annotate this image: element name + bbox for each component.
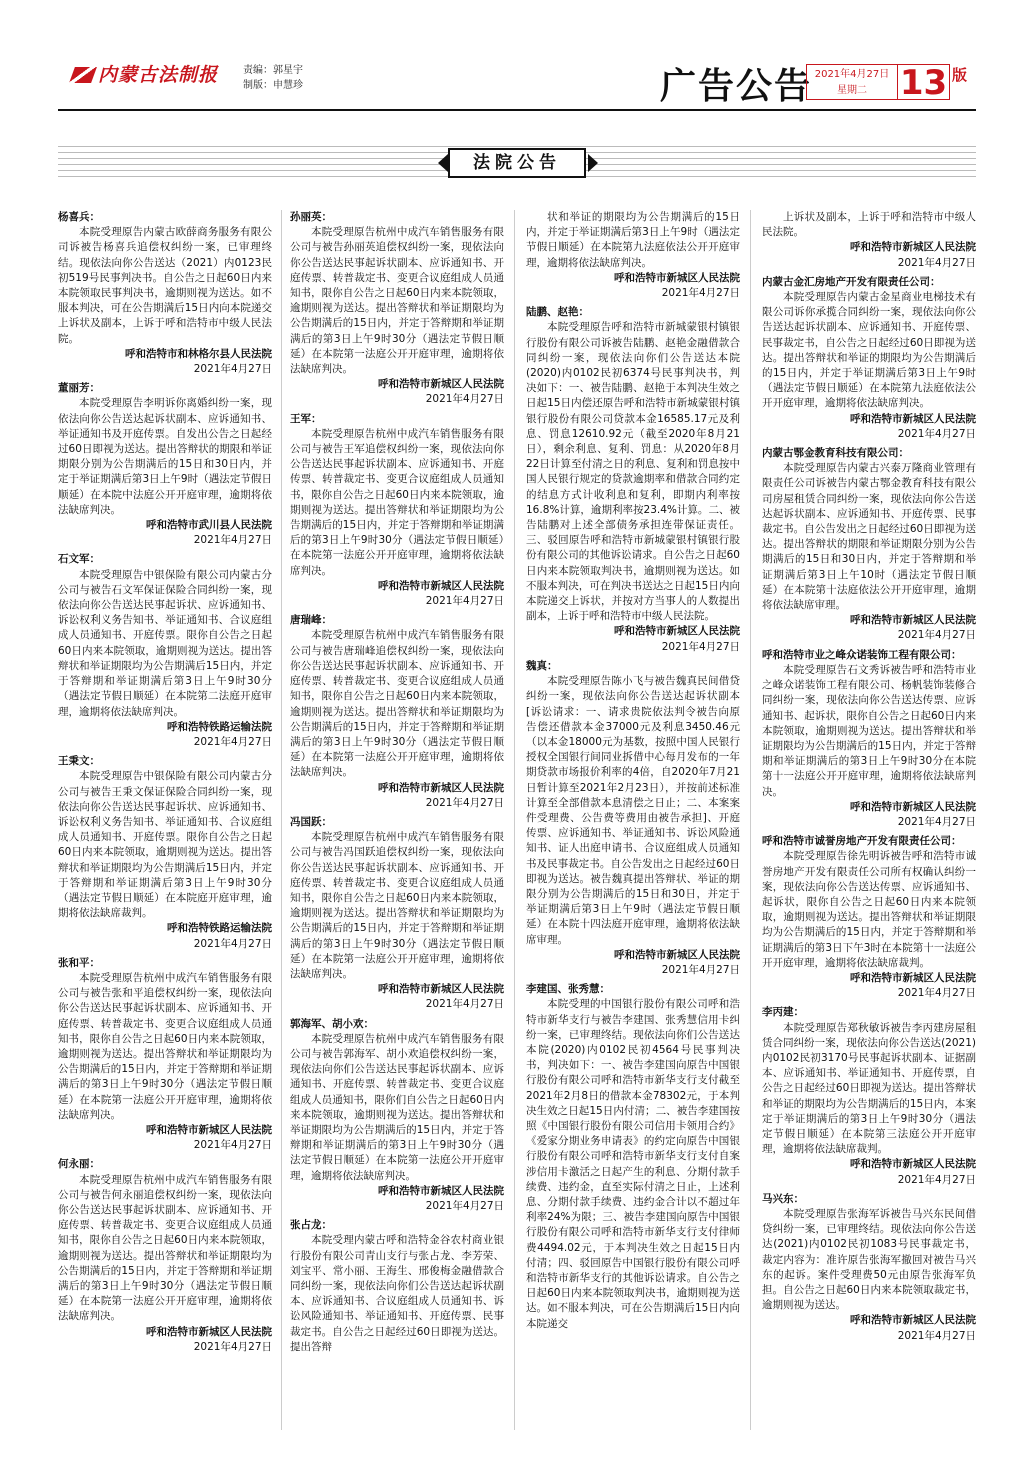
page-number: 13 bbox=[898, 64, 950, 100]
page-suffix: 版 bbox=[952, 66, 968, 84]
court-notice bbox=[290, 210, 504, 408]
notice-body: 本院受理原告郑秋敏诉被告李丙建房屋租赁合同纠纷一案，现依法向你公告送达(2021)内0102民初3170号民事起诉状副本、证据副本、应诉通知书、举证通知书、开庭传票，自公告之日起经过60日即视为送达。提出答辩状和举证的期限均为公告期满后的15日内，本案定于举证期满后的第3日上午9时30分（遇法定节假日顺延）在本院第三法庭公开开庭审理，逾期将依法缺席裁判。 bbox=[762, 1021, 976, 1156]
notice-body: 本院受理原告杭州中成汽车销售服务有限公司与被告张和平追偿权纠纷一案，现依法向你公告送达民事起诉状副本、应诉通知书、开庭传票、转普裁定书、变更合议庭组成人员通知书，限你自公告之日起60日内来本院领取，逾期则视为送达。提出答辩状和举证期限均为公告期满后的15日内，并定于答辩期和举证期满后的第3日上午9时30分（遇法定节假日顺延）在本院第一法庭公开开庭审理，逾期将依法缺席判决。 bbox=[58, 971, 272, 1121]
notice-recipient: 呼和浩特市业之峰众诺装饰工程有限公司： bbox=[762, 648, 962, 661]
notice-body: 本院受理原告呼和浩特市新城蒙银村镇银行股份有限公司诉被告陆鹏、赵艳金融借款合同纠纷一案，现依法向你们公告送达本院(2020)内0102民初6374号民事判决书，判决如下：一、被告陆鹏、赵艳于本判决生效之日起15日内偿还原告呼和浩特市新城蒙银村镇银行股份有限公司贷款本金16585.17元及利息、罚息12610.92元（截至2020年8月21日），剩余利息、复利、罚息：从2020年8月22日计算至付清之日的利息、复利和罚息按中国人民银行规定的贷款逾期率和借款合同约定的结息方式计收利息和复利，即期内利率按16.8%计算，逾期利率按23.4%计算。二、被告陆鹏对上述全部债务承担连带保证责任。三、驳回原告呼和浩特市新城蒙银村镇银行股份有限公司的其他诉讼请求。自公告之日起60日内来本院领取判决书，逾期则视为送达。如不服本判决，可在判决书送达之日起15日内向本院递交上诉状，并按对方当事人的人数提出副本，上诉于呼和浩特市中级人民法院。 bbox=[526, 321, 740, 623]
court-notice bbox=[526, 305, 740, 655]
notice-court: 呼和浩特市新城区人民法院 bbox=[850, 614, 976, 627]
editor-credits bbox=[243, 63, 303, 93]
notice-court: 呼和浩特市新城区人民法院 bbox=[850, 241, 976, 254]
notice-court: 呼和浩特市新城区人民法院 bbox=[378, 1184, 504, 1197]
notice-body: 本院受理原告杭州中成汽车销售服务有限公司与被告郭海军、胡小欢追偿权纠纷一案，现依法向你们公告送达民事起诉状副本、应诉通知书、开庭传票、转普裁定书、变更合议庭组成人员通知书，限你们自公告之日起60日内来本院领取，逾期则视为送达。提出答辩状和举证期限均为公告期满后的15日内，并定于答辩期和举证期满后的第3日上午9时30分（遇法定节假日顺延）在本院第一法庭公开开庭审理，逾期将依法缺席判决。 bbox=[290, 1032, 504, 1182]
notice-recipient: 王秉文： bbox=[58, 755, 100, 768]
notice-body: 本院受理内蒙古呼和浩特金谷农村商业银行股份有限公司青山支行与张占龙、李芳荣、刘宝平、常小丽、王海生、邢俊梅金融借款合同纠纷一案，现依法向你们公告送达起诉状副本、应诉通知书、合议庭组成人员通知书、诉讼风险通知书、举证通知书、开庭传票、民事裁定书。自公告之日起经过60日即视为送达。提出答辩 bbox=[290, 1234, 504, 1353]
notice-court: 呼和浩特市新城区人民法院 bbox=[614, 948, 740, 961]
court-notice bbox=[58, 956, 272, 1154]
notice-recipient: 石文军： bbox=[58, 553, 100, 566]
notice-body: 本院受理原告杭州中成汽车销售服务有限公司与被告王军追偿权纠纷一案，现依法向你公告送达民事起诉状副本、应诉通知书、开庭传票、转普裁定书、变更合议庭组成人员通知书，限你自公告之日起60日内来本院领取，逾期则视为送达。提出答辩状和举证期限均为公告期满后的15日内，并定于答辩期和举证期满后的第3日上午9时30分（遇法定节假日顺延）在本院第一法庭公开开庭审理，逾期将依法缺席判决。 bbox=[290, 427, 504, 577]
notice-recipient: 陆鹏、赵艳： bbox=[526, 306, 589, 319]
notice-recipient: 冯国跃： bbox=[290, 815, 332, 828]
notice-recipient: 张占龙： bbox=[290, 1219, 332, 1232]
notice-court: 呼和浩特市新城区人民法院 bbox=[850, 800, 976, 813]
banner-title: 法院公告 bbox=[448, 148, 586, 178]
column-divider bbox=[514, 210, 515, 1430]
notice-body: 本院受理原告杭州中成汽车销售服务有限公司与被告孙丽英追偿权纠纷一案，现依法向你公告送达民事起诉状副本、应诉通知书、开庭传票、转普裁定书、变更合议庭组成人员通知书，限你自公告之日起60日内来本院领取，逾期则视为送达。提出答辩状和举证期限均为公告期满后的15日内，并定于答辩期和举证期满后的第3日上午9时30分（遇法定节假日顺延）在本院第一法庭公开开庭审理，逾期将依法缺席判决。 bbox=[290, 226, 504, 376]
court-notice bbox=[526, 982, 740, 1332]
notice-recipient: 杨喜兵： bbox=[58, 211, 100, 223]
notice-date: 2021年4月27日 bbox=[661, 640, 740, 653]
notice-court: 呼和浩特市新城区人民法院 bbox=[146, 1123, 272, 1136]
notice-recipient: 董丽芳： bbox=[58, 382, 100, 395]
notice-body: 上诉状及副本，上诉于呼和浩特市中级人民法院。 bbox=[762, 211, 976, 239]
notice-date: 2021年4月27日 bbox=[425, 393, 504, 406]
notice-recipient: 马兴东： bbox=[762, 1192, 804, 1205]
notice-date: 2021年4月27日 bbox=[425, 796, 504, 809]
notice-recipient: 郭海军、胡小欢： bbox=[290, 1017, 374, 1030]
notice-recipient: 魏真： bbox=[526, 659, 558, 672]
notice-recipient: 孙丽英： bbox=[290, 211, 332, 223]
notice-body: 状和举证的期限均为公告期满后的15日内，并定于举证期满后第3日上午9时（遇法定节假日顺延）在本院第九法庭依法公开开庭审理，逾期将依法缺席判决。 bbox=[526, 211, 740, 269]
notice-body: 本院受理原告李明诉你离婚纠纷一案，现依法向你公告送达起诉状副本、应诉通知书、举证通知书及开庭传票。自发出公告之日起经过60日即视为送达。提出答辩状的期限和举证期限分别为公告期满后的15日和30日内，并定于举证期满后第3日上午9时（遇法定节假日顺延）在本院中法庭公开开庭审理，逾期将依法缺席判决。 bbox=[58, 397, 272, 516]
court-notice bbox=[290, 412, 504, 610]
notice-body: 本院受理原告石文秀诉被告呼和浩特市业之峰众诺装饰工程有限公司、杨帆装饰装修合同纠纷一案，现依法向你公告送达传票、应诉通知书、起诉状，限你自公告之日起60日内来本院领取，逾期则视为送达。提出答辩状和举证期限均为公告期满后的15日内，并定于答辩期和举证期满后的第3日上午9时30分在本院第十一法庭公开开庭审理，逾期将依法缺席判决。 bbox=[762, 663, 976, 798]
notice-court: 呼和浩特市新城区人民法院 bbox=[850, 1314, 976, 1327]
producer-line: 制版：申慧珍 bbox=[243, 80, 303, 91]
header-rule bbox=[58, 109, 976, 111]
column-divider bbox=[281, 210, 282, 1430]
court-notice bbox=[762, 275, 976, 442]
notice-date: 2021年4月27日 bbox=[425, 595, 504, 608]
notice-court: 呼和浩特铁路运输法院 bbox=[167, 720, 272, 733]
banner-line bbox=[58, 146, 976, 147]
notice-body: 本院受理原告内蒙古欧薛商务服务有限公司诉被告杨喜兵追偿权纠纷一案，已审理终结。现依法向你公告送达（2021）内0123民初519号民事判决书。自公告之日起60日内来本院领取民事判决书，逾期则视为送达。如不服本判决，可在公告期满后15日内向本院递交上诉状及副本，上诉于呼和浩特市中级人民法院。 bbox=[58, 226, 272, 345]
notice-body: 本院受理原告徐先明诉被告呼和浩特市诚誉房地产开发有限责任公司所有权确认纠纷一案，现依法向你公告送达传票、应诉通知书、起诉状，限你自公告之日起60日内来本院领取，逾期则视为送达。提出答辩状和举证期限均为公告期满后的15日内，并定于答辩期和举证期满后的第3日下午3时在本院第十一法庭公开开庭审理，逾期将依法缺席裁判。 bbox=[762, 850, 976, 969]
court-notice bbox=[58, 754, 272, 952]
court-notice bbox=[290, 1218, 504, 1355]
column-2 bbox=[290, 210, 504, 1359]
court-notice bbox=[58, 552, 272, 750]
notice-court: 呼和浩特市新城区人民法院 bbox=[614, 271, 740, 284]
column-divider bbox=[750, 210, 751, 1430]
notice-body: 本院受理原告内蒙古金星商业电梯技术有限公司诉你承揽合同纠纷一案，现依法向你公告送达起诉状副本、应诉通知书、开庭传票、民事裁定书，自公告之日起经过60日即视为送达。提出答辩状和举证的期限均为公告期满后的15日内，并定于举证期满后第3日上午9时（遇法定节假日顺延）在本院第九法庭依法公开开庭审理，逾期将依法缺席判决。 bbox=[762, 291, 976, 410]
notice-body: 本院受理原告陈小飞与被告魏真民间借贷纠纷一案，现依法向你公告送达起诉状副本[诉讼请求：一、请求贵院依法判令被告向原告偿还借款本金37000元及利息3450.46元（以本金18000元为基数，按照中国人民银行授权全国银行间同业拆借中心每月发布的一年期贷款市场报价利率的4倍，自2020年7月21日暂计算至2021年2月23日），并按前述标准计算至全部借款本息清偿之日止；二、本案案件受理费、公告费等费用由被告承担]、开庭传票、应诉通知书、举证通知书、诉讼风险通知书、证人出庭申请书、合议庭组成人员通知书及民事裁定书。自公告发出之日起经过60日即视为送达。被告魏真提出答辩状、举证的期限分别为公告期满后的15日和30日，并定于举证期满后第3日上午9时（遇法定节假日顺延）在本院十四法庭开庭审理，逾期将依法缺席审理。 bbox=[526, 675, 740, 946]
court-notice bbox=[762, 210, 976, 271]
court-notice bbox=[762, 648, 976, 830]
notice-recipient: 呼和浩特市诚誉房地产开发有限责任公司： bbox=[762, 835, 962, 848]
notice-date: 2021年4月27日 bbox=[193, 534, 272, 547]
date-box bbox=[806, 64, 898, 100]
column-4 bbox=[762, 210, 976, 1348]
notice-court: 呼和浩特市新城区人民法院 bbox=[378, 378, 504, 391]
notice-recipient: 王军： bbox=[290, 412, 322, 425]
court-notice bbox=[762, 1005, 976, 1187]
court-notice bbox=[762, 446, 976, 644]
court-notice bbox=[58, 381, 272, 548]
notice-recipient: 何永丽： bbox=[58, 1158, 100, 1171]
notice-recipient: 李建国、张秀慧： bbox=[526, 983, 610, 996]
notice-court: 呼和浩特市新城区人民法院 bbox=[378, 983, 504, 996]
notice-body: 本院受理原告内蒙古兴泰万隆商业管理有限责任公司诉被告内蒙古鄂金教育科技有限公司房屋租赁合同纠纷一案，现依法向你公告送达起诉状副本、应诉通知书、开庭传票、民事裁定书。自公告发出之日起经过60日即视为送达。提出答辩状的期限和举证期限分别为公告期满后的15日和30日内，并定于答辩期和举证期满后第3日上午10时（遇法定节假日顺延）在本院第十法庭依法公开开庭审理，逾期将依法缺席审理。 bbox=[762, 462, 976, 612]
notice-date: 2021年4月27日 bbox=[897, 427, 976, 440]
notice-court: 呼和浩特市新城区人民法院 bbox=[378, 579, 504, 592]
issue-weekday: 星期二 bbox=[837, 85, 867, 96]
notice-court: 呼和浩特市新城区人民法院 bbox=[850, 971, 976, 984]
notice-date: 2021年4月27日 bbox=[897, 1329, 976, 1342]
notice-date: 2021年4月27日 bbox=[425, 998, 504, 1011]
notice-body: 本院受理原告杭州中成汽车销售服务有限公司与被告何永丽追偿权纠纷一案，现依法向你公告送达民事起诉状副本、应诉通知书、开庭传票、转普裁定书、变更合议庭组成人员通知书，限你自公告之日起60日内来本院领取，逾期则视为送达。提出答辩状和举证期限均为公告期满后的15日内，并定于答辩期和举证期满后的第3日上午9时30分（遇法定节假日顺延）在本院第一法庭公开开庭审理，逾期将依法缺席判决。 bbox=[58, 1173, 272, 1323]
notice-recipient: 张和平： bbox=[58, 956, 100, 969]
court-notice bbox=[526, 210, 740, 301]
notice-court: 呼和浩特市新城区人民法院 bbox=[850, 412, 976, 425]
court-notice bbox=[58, 1157, 272, 1355]
court-notice bbox=[58, 210, 272, 377]
masthead bbox=[0, 0, 1024, 112]
notice-court: 呼和浩特铁路运输法院 bbox=[167, 922, 272, 935]
notice-date: 2021年4月27日 bbox=[897, 815, 976, 828]
notice-date: 2021年4月27日 bbox=[661, 287, 740, 300]
banner-right-arrow-icon bbox=[588, 154, 598, 172]
court-notice bbox=[526, 659, 740, 978]
notice-recipient: 内蒙古鄂金教育科技有限公司： bbox=[762, 447, 909, 460]
court-notice bbox=[290, 1017, 504, 1215]
newspaper-logo bbox=[72, 60, 218, 87]
notice-court: 呼和浩特市和林格尔县人民法院 bbox=[125, 347, 272, 360]
court-notice bbox=[290, 815, 504, 1013]
notice-court: 呼和浩特市新城区人民法院 bbox=[146, 1325, 272, 1338]
banner-left-arrow-icon bbox=[438, 154, 448, 172]
court-notice bbox=[762, 1192, 976, 1344]
notice-court: 呼和浩特市武川县人民法院 bbox=[146, 519, 272, 532]
notice-recipient: 内蒙古金汇房地产开发有限责任公司： bbox=[762, 275, 941, 288]
court-notice bbox=[290, 613, 504, 811]
notice-date: 2021年4月27日 bbox=[193, 363, 272, 376]
notice-date: 2021年4月27日 bbox=[897, 256, 976, 269]
column-1 bbox=[58, 210, 272, 1359]
notice-court: 呼和浩特市新城区人民法院 bbox=[614, 625, 740, 638]
notice-body: 本院受理原告张海军诉被告马兴东民间借贷纠纷一案，已审理终结。现依法向你公告送达(2021)内0102民初1083号民事裁定书，裁定内容为：准许原告张海军撤回对被告马兴东的起诉。案件受理费50元由原告张海军负担。自公告之日起60日内来本院领取裁定书，逾期则视为送达。 bbox=[762, 1208, 976, 1312]
notice-body: 本院受理原告中银保险有限公司内蒙古分公司与被告王秉文保证保险合同纠纷一案，现依法向你公告送达民事起诉状、应诉通知书、诉讼权利义务告知书、举证通知书、合议庭组成人员通知书、开庭传票。限你自公告之日起60日内来本院领取，逾期则视为送达。提出答辩状和举证期限均为公告期满后15日内，并定于答辩期和举证期满后第3日上午9时30分（遇法定节假日顺延）在本院庭开庭审理，逾期将依法缺席裁判。 bbox=[58, 770, 272, 920]
notice-date: 2021年4月27日 bbox=[425, 1200, 504, 1212]
notice-date: 2021年4月27日 bbox=[193, 1139, 272, 1152]
court-notice bbox=[762, 834, 976, 1001]
notice-date: 2021年4月27日 bbox=[193, 1340, 272, 1353]
notice-date: 2021年4月27日 bbox=[897, 987, 976, 1000]
notice-court: 呼和浩特市新城区人民法院 bbox=[850, 1158, 976, 1171]
logo-text: 内蒙古法制报 bbox=[98, 64, 219, 86]
notice-body: 本院受理原告中银保险有限公司内蒙古分公司与被告石文军保证保险合同纠纷一案，现依法向你公告送达民事起诉状、应诉通知书、诉讼权利义务告知书、举证通知书、合议庭组成人员通知书、开庭传票。限你自公告之日起60日内来本院领取，逾期则视为送达。提出答辩状和举证期限均为公告期满后15日内，并定于答辩期和举证期满后第3日上午9时30分（遇法定节假日顺延）在本院第二法庭开庭审理，逾期将依法缺席判决。 bbox=[58, 568, 272, 718]
notice-body: 本院受理的中国银行股份有限公司呼和浩特市新华支行与被告李建国、张秀慧信用卡纠纷一案，已审理终结。现依法向你们公告送达本院(2020)内0102民初4564号民事判决书，判决如下：一、被告李建国向原告中国银行股份有限公司呼和浩特市新华支行支付截至2021年2月8日的借款本金78302元，于本判决生效之日起15日内付清；二、被告李建国按照《中国银行股份有限公司信用卡领用合约》《爱家分期业务申请表》的约定向原告中国银行股份有限公司呼和浩特市新华支行支付自案涉信用卡激活之日起产生的利息、分期付款手续费、违约金，直至实际付清之日止，上述利息、分期付款手续费、违约金合计以不超过年利率24%为限；三、被告李建国向原告中国银行股份有限公司呼和浩特市新华支行支付律师费4494.02元，于本判决生效之日起15日内付清；四、驳回原告中国银行股份有限公司呼和浩特市新华支行的其他诉讼请求。自公告之日起60日内来本院领取判决书，逾期则视为送达。如不服本判决，可在公告期满后15日内向本院递交 bbox=[526, 998, 740, 1330]
notice-body: 本院受理原告杭州中成汽车销售服务有限公司与被告唐瑞峰追偿权纠纷一案，现依法向你公告送达民事起诉状副本、应诉通知书、开庭传票、转普裁定书、变更合议庭组成人员通知书，限你自公告之日起60日内来本院领取，逾期则视为送达。提出答辩状和举证期限均为公告期满后的15日内，并定于答辩期和举证期满后的第3日上午9时30分（遇法定节假日顺延）在本院第一法庭公开开庭审理，逾期将依法缺席判决。 bbox=[290, 629, 504, 779]
editor-line: 责编：郭星宇 bbox=[243, 65, 303, 76]
notice-date: 2021年4月27日 bbox=[661, 963, 740, 976]
issue-date: 2021年4月27日 bbox=[814, 69, 890, 80]
notice-date: 2021年4月27日 bbox=[193, 735, 272, 748]
notice-body: 本院受理原告杭州中成汽车销售服务有限公司与被告冯国跃追偿权纠纷一案，现依法向你公告送达民事起诉状副本、应诉通知书、开庭传票、转普裁定书、变更合议庭组成人员通知书，限你自公告之日起60日内来本院领取，逾期则视为送达。提出答辩状和举证期限均为公告期满后的15日内，并定于答辩期和举证期满后的第3日上午9时30分（遇法定节假日顺延）在本院第一法庭公开开庭审理，逾期将依法缺席判决。 bbox=[290, 831, 504, 980]
notice-date: 2021年4月27日 bbox=[897, 1173, 976, 1186]
logo-mark-icon bbox=[69, 67, 97, 83]
notice-date: 2021年4月27日 bbox=[897, 629, 976, 642]
notice-recipient: 唐瑞峰： bbox=[290, 614, 332, 627]
section-title: 广告公告 bbox=[660, 66, 813, 107]
notice-recipient: 李丙建： bbox=[762, 1006, 804, 1019]
notice-court: 呼和浩特市新城区人民法院 bbox=[378, 781, 504, 794]
notice-date: 2021年4月27日 bbox=[193, 937, 272, 950]
column-3 bbox=[526, 210, 740, 1336]
